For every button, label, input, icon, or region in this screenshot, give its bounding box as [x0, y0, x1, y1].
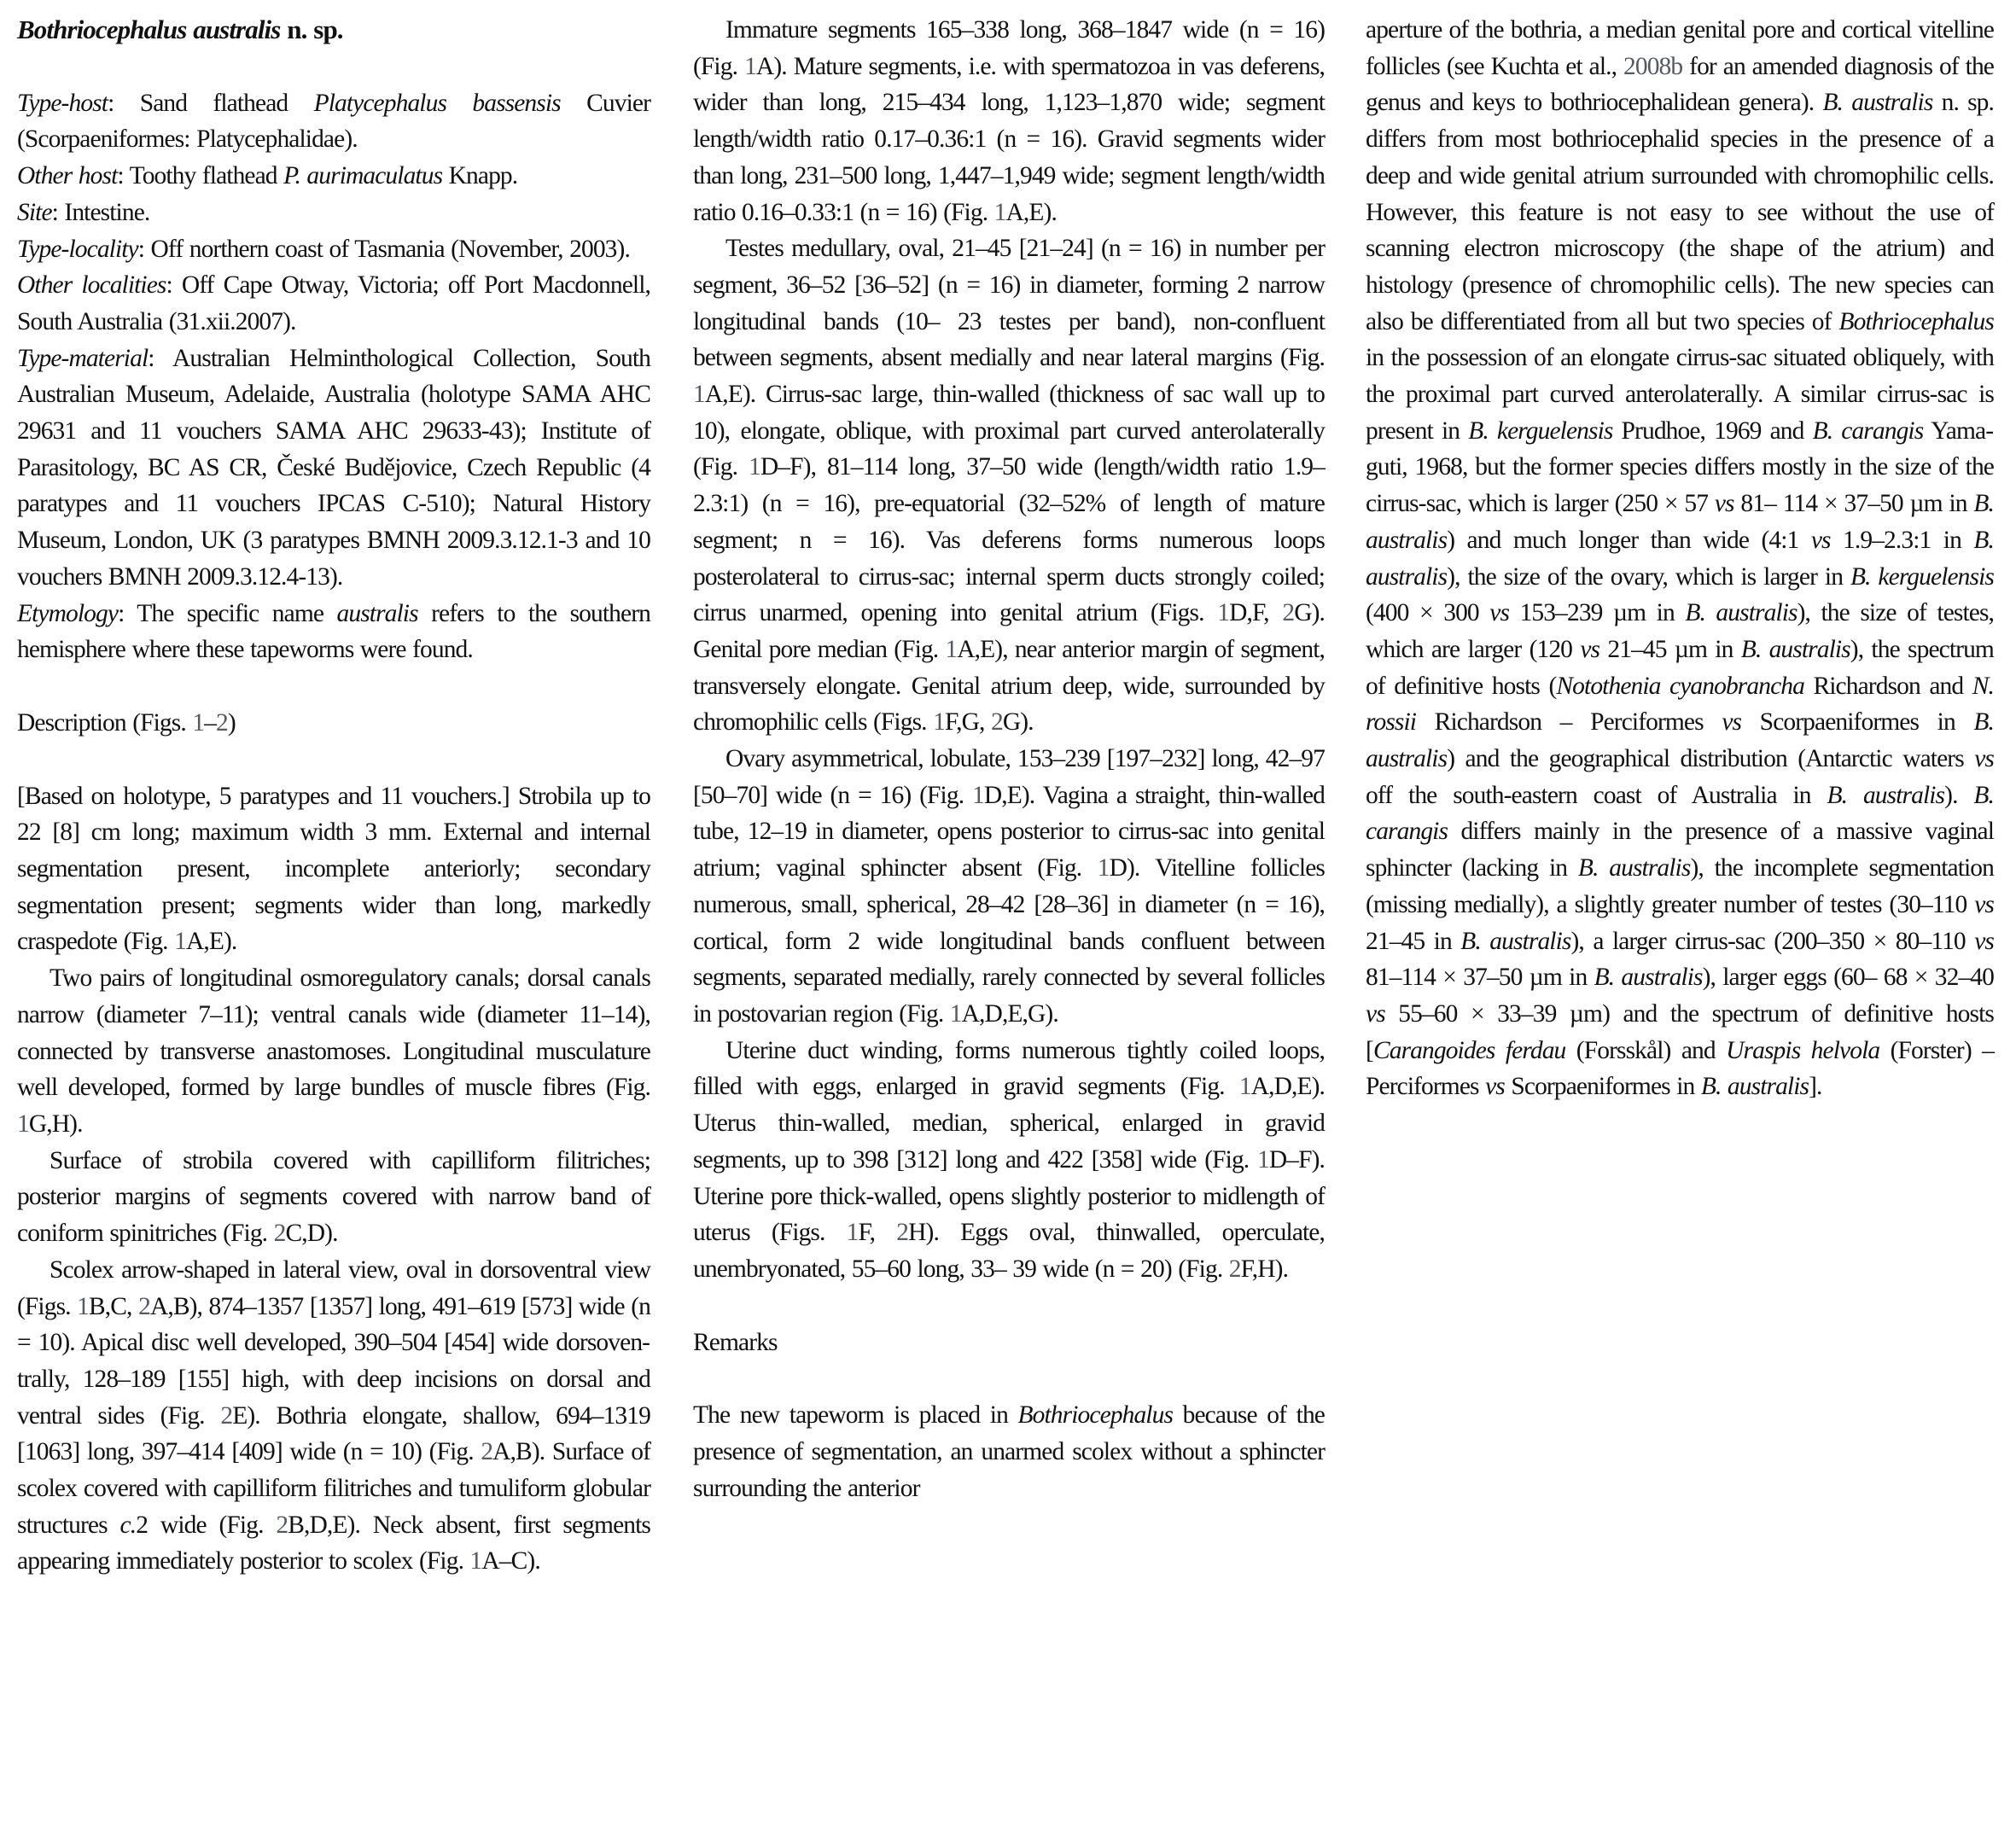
paragraph [17, 596, 650, 668]
reference-link[interactable]: 1 [174, 928, 186, 956]
italic-text: B. australis [1460, 927, 1571, 955]
italic-text: B. australis [1594, 964, 1703, 992]
paragraph [17, 1143, 650, 1252]
paragraph [17, 778, 650, 961]
text-run: [Based on holotype, 5 paratypes and 11 vouchers.] Strobila up to 22 [8] cm long; maximum width 3 mm. External and internal segmentation present, incomplete anteriorly; secondary segmentation present; segments wider than long, markedly craspedote (Fig. [17, 782, 650, 956]
reference-link[interactable]: 1 [1097, 854, 1110, 882]
italic-text: B. australis [1700, 1073, 1809, 1101]
text-run: C,D). [285, 1220, 338, 1248]
text-run: ) [227, 708, 236, 737]
text-run: 1.9–2.3:1 in [1830, 526, 1974, 554]
text-run: Two pairs of longitudinal osmoregulatory canals; dorsal canals narrow (diameter 7–11); ventral canals wide (diameter 11–14), connected by transverse anastomoses. Longitudinal musculature well developed, formed by large bundles of muscle fibres (Fig. [17, 964, 650, 1102]
reference-link[interactable]: 1 [846, 1219, 859, 1247]
italic-text: vs [1974, 745, 1994, 773]
italic-text: B. carangis [1366, 781, 1995, 846]
reference-link[interactable]: 1 [972, 781, 984, 809]
italic-text: vs [1366, 999, 1385, 1028]
species-title [17, 12, 650, 49]
paragraph [693, 12, 1325, 230]
text-run: Scorpaeniformes in [1741, 708, 1974, 737]
italic-text: vs [1489, 599, 1510, 627]
reference-link[interactable]: 2 [216, 708, 228, 737]
text-run: Knapp. [442, 162, 518, 190]
reference-link[interactable]: 1 [1238, 1073, 1251, 1101]
italic-text: B. australis [1827, 781, 1945, 809]
text-run: Description (Figs. [17, 708, 193, 737]
reference-link[interactable]: 1 [945, 635, 958, 663]
text-run: Prudhoe, 1969 and [1612, 416, 1813, 445]
text-run: because of the presence of segmentation, an unarmed scolex without a sphincter surrounding the anterior [693, 1401, 1325, 1502]
text-run: ), the incomplete segmentation (missing medially), a slightly greater number of testes (30–110 [1366, 854, 1994, 918]
paragraph [1366, 12, 1994, 1105]
text-run: Richardson – Perciformes [1416, 708, 1722, 737]
text-run: A). Mature segments, i.e. with spermatozoa in vas deferens, wider than long, 215–434 long, 1,123–1,870 wide; segment length/width ratio 0.17–0.36:1 (n = 16). Gravid segments wider than long, 231–500 long, 1,447–1,949 wide; segment length/width ratio 0.16–0.33:1 (n = 16) (Fig. [693, 52, 1325, 226]
text-run: 81– 114 × 37–50 µm in [1733, 490, 1974, 518]
text-run: B,C, [89, 1292, 139, 1320]
text-run: Scorpaeniformes in [1504, 1073, 1701, 1101]
text-run: 153–239 µm in [1509, 599, 1686, 627]
reference-link[interactable]: 2008b [1623, 52, 1683, 80]
text-run: G). Genital pore median (Fig. [693, 599, 1325, 663]
italic-text: vs [1974, 927, 1994, 955]
reference-link[interactable]: 2 [896, 1219, 909, 1247]
italic-text: B. carangis [1812, 416, 1924, 445]
reference-link[interactable]: 2 [1282, 599, 1295, 627]
paragraph [693, 1397, 1325, 1506]
paragraph [693, 741, 1325, 1033]
text-run: : The specific name [118, 599, 337, 627]
italic-text: B. australis [1577, 854, 1691, 882]
text-run: F, [858, 1219, 897, 1247]
text-run: ), the size of testes, which are larger (120 [1366, 599, 1995, 663]
italic-text: vs [1974, 890, 1994, 918]
text-run: B,D,E). Neck absent, first segments appearing immediately posterior to scolex (Fig. [17, 1511, 650, 1575]
column-middle [693, 12, 1325, 1506]
text-run: E). Bothria elongate, shallow, 694–1319 [1063] long, 397–414 [409] wide (n = 10) (Fig. [17, 1401, 650, 1466]
text-run: Scolex arrow-shaped in lateral view, oval in dorsoventral view (Figs. [17, 1255, 650, 1320]
text-run: A–C). [481, 1547, 540, 1575]
text-run: A,D,E,G). [961, 999, 1058, 1028]
text-run: ) and much longer than wide (4:1 [1447, 526, 1811, 554]
italic-text: vs [1580, 635, 1600, 663]
paragraph [17, 158, 650, 195]
italic-text: B. australis [1366, 526, 1994, 591]
column-right [1366, 12, 1994, 1105]
text-run: Uterine duct winding, forms numerous tightly coiled loops, filled with eggs, enlarged in gravid segments (Fig. [693, 1036, 1325, 1101]
reference-link[interactable]: 1 [17, 1110, 29, 1138]
reference-link[interactable]: 2 [273, 1220, 286, 1248]
text-run: D–F). Uterine pore thick-walled, opens slightly posterior to midlength of uterus (Figs. [693, 1145, 1325, 1247]
reference-link[interactable]: 1 [933, 708, 945, 737]
text-run: : Sand flathead [108, 89, 314, 117]
paragraph [17, 960, 650, 1143]
italic-text: Other host [17, 162, 118, 190]
reference-link[interactable]: 2 [1228, 1255, 1241, 1283]
text-run: H). Eggs oval, thinwalled, operculate, unembryonated, 55–60 long, 33– 39 wide (n = 20) (Fig. [693, 1219, 1325, 1283]
text-run: F,H). [1240, 1255, 1289, 1283]
text-run: A,E), near anterior margin of segment, transversely elongate. Genital atrium deep, wide, surrounded by chromophilic cells (Figs. [693, 635, 1325, 737]
reference-link[interactable]: 1 [693, 381, 705, 409]
italic-text: B. australis [1822, 89, 1933, 117]
reference-link[interactable]: 1 [1256, 1145, 1269, 1174]
text-run: for an amended diagnosis of the genus and keys to bothriocephalidean genera). [1366, 52, 1994, 117]
text-run: n. sp. differs from most bothriocephalid species in the presence of a deep and wide genital atrium surrounded with chromophilic cells. However, this feature is not easy to see without the use of scanning electron microscopy (the shape of the atrium) and histology (presence of chromophilic cells). The new species can also be differentiated from all but two species of [1366, 89, 1995, 335]
text-run: (Forster) – Perciformes [1366, 1036, 1994, 1101]
text-run: Testes medullary, oval, 21–45 [21–24] (n = 16) in number per segment, 36–52 [36–52] (n = 16) in diameter, forming 2 narrow longitudinal bands (10– 23 testes per band), non-confluent between segments, absent medially and near lateral margins (Fig. [693, 235, 1325, 372]
italic-text: Site [17, 198, 52, 226]
reference-link[interactable]: 2 [138, 1292, 150, 1320]
text-run: – [204, 708, 217, 737]
text-run: ). [1944, 781, 1974, 809]
reference-link[interactable]: 1 [949, 999, 962, 1028]
italic-text: B. australis [1740, 635, 1850, 663]
section-heading [693, 1325, 1325, 1361]
reference-link[interactable]: 2 [220, 1401, 233, 1430]
italic-text: vs [1810, 526, 1831, 554]
text-run: ]. [1809, 1073, 1822, 1101]
reference-link[interactable]: 1 [744, 52, 756, 80]
text-run: 55–60 × 33–39 µm) and the spectrum of definitive hosts [ [1366, 999, 1994, 1064]
italic-text: B. kerguelensis [1850, 562, 1994, 591]
text-run: Yamaguti, 1968, but the former species differs mostly in the size of the cirrus-sac, which is larger (250 × 57 [1366, 416, 1995, 518]
text-run: Surface of strobila covered with capilliform filitriches; posterior margins of segments covered with narrow band of coniform spinitriches (Fig. [17, 1146, 650, 1248]
italic-text: vs [1485, 1073, 1505, 1101]
text-run: : Toothy flathead [117, 162, 284, 190]
text-run: D,E). Vagina a straight, thin-walled tube, 12–19 in diameter, opens posterior to cirrus-sac into genital atrium; vaginal sphincter absent (Fig. [693, 781, 1325, 882]
reference-link[interactable]: 2 [990, 708, 1003, 737]
text-run: 81–114 × 37–50 µm in [1366, 964, 1594, 992]
text-run: Richardson and [1803, 672, 1972, 700]
italic-text: N. rossii [1366, 672, 1995, 737]
text-run: : Off northern coast of Tasmania (November, 2003). [137, 235, 630, 263]
italic-text: Type-locality [17, 235, 138, 263]
reference-link[interactable]: 1 [993, 198, 1006, 226]
italic-text: B. australis [1366, 490, 1994, 554]
text-run: (Forsskål) and [1565, 1036, 1727, 1064]
italic-text: Uraspis helvola [1726, 1036, 1880, 1064]
italic-text: Type-host [17, 89, 108, 117]
italic-text: Etymology [17, 599, 119, 627]
text-run: The new tapeworm is placed in [693, 1401, 1018, 1430]
bold-text: n. sp. [280, 15, 343, 44]
text-run: A,B). Surface of scolex covered with capilliform filitriches and tumuliform globular structures [17, 1438, 650, 1539]
reference-link[interactable]: 1 [749, 453, 760, 481]
text-run: A,B), 874–1357 [1357] long, 491–619 [573] wide (n = 10). Apical disc well developed, 390–504 [454] wide dorsoventrally, 128–189 [155] high, with deep incisions on dorsal and ventral sides (Fig. [17, 1292, 650, 1430]
text-run: 21–45 µm in [1599, 635, 1741, 663]
paragraph [17, 85, 650, 158]
reference-link[interactable]: 1 [469, 1547, 482, 1575]
paragraph [17, 267, 650, 340]
italic-text: Bothriocephalus [1838, 307, 1994, 335]
italic-text: Bothriocephalus [1017, 1401, 1174, 1430]
text-run: Remarks [693, 1328, 778, 1356]
italic-text: Notothenia cyanobrancha [1556, 672, 1804, 700]
italic-text: B. kerguelensis [1468, 416, 1613, 445]
text-run: D–F), 81–114 long, 37–50 wide (length/width ratio 1.9–2.3:1) (n = 16), pre-equatorial (32–52% of length of mature segment; n = 16). Vas deferens forms numerous loops posterolateral to cirrus-sac; internal sperm ducts strongly coiled; cirrus unarmed, opening into genital atrium (Figs. [693, 453, 1326, 627]
text-run: ), the spectrum of definitive hosts ( [1366, 635, 1994, 700]
text-run: ), the size of the ovary, which is larger in [1447, 562, 1850, 591]
paragraph [17, 195, 650, 231]
italic-text: vs [1722, 708, 1742, 737]
text-run: ), a larger cirrus-sac (200–350 × 80–110 [1570, 927, 1975, 955]
text-run: (400 × 300 [1366, 599, 1490, 627]
text-run: G,H). [28, 1110, 83, 1138]
reference-link[interactable]: 1 [1217, 599, 1230, 627]
text-run: 21–45 in [1366, 927, 1461, 955]
reference-link[interactable]: 2 [276, 1511, 288, 1539]
text-run: aperture of the bothria, a median genital pore and cortical vitelline follicles (see Kuchta et al., [1366, 16, 1994, 80]
text-run: Cuvier (Scorpaeniformes: Platycephalidae). [17, 89, 650, 154]
text-run: D). Vitelline follicles numerous, small, spherical, 28–42 [28–36] in diameter (n = 16), cortical, form 2 wide longitudinal bands confluent between segments, separated medially, rarely connected by several follicles in postovarian region (Fig. [693, 854, 1325, 1028]
text-run: : Australian Helminthological Collection, South Australian Museum, Adelaide, Australia (holotype SAMA AHC 29631 and 11 vouchers SAMA AHC 29633-43); Institute of Parasitology, BC AS CR, České Budějovice, Czech Republic (4 paratypes and 11 vouchers IPCAS C-510); Natural History Museum, London, UK (3 paratypes BMNH 2009.3.12.1-3 and 10 vouchers BMNH 2009.3.12.4-13). [17, 344, 650, 591]
italic-text: B. australis [1685, 599, 1798, 627]
italic-text: c. [119, 1511, 137, 1539]
italic-text: Bothriocephalus australis [17, 15, 281, 44]
italic-text: vs [1714, 490, 1734, 518]
text-run: A,E). [186, 928, 237, 956]
text-run: : Intestine. [51, 198, 150, 226]
text-run: : Off Cape Otway, Victoria; off Port Macdonnell, South Australia (31.xii.2007). [17, 271, 650, 335]
paragraph [693, 1033, 1325, 1288]
italic-text: Carangoides ferdau [1372, 1036, 1566, 1064]
column-left [17, 12, 650, 1580]
text-run: A,E). Cirrus-sac large, thin-walled (thickness of sac wall up to 10), elongate, oblique, with proximal part curved anterolaterally (Fig. [693, 381, 1325, 481]
text-run: A,D,E). Uterus thin-walled, median, spherical, enlarged in gravid segments, up to 398 [312] long and 422 [358] wide (Fig. [693, 1073, 1325, 1174]
paragraph [17, 231, 650, 268]
text-run: 2 wide (Fig. [136, 1511, 277, 1539]
text-run: G). [1002, 708, 1034, 737]
italic-text: australis [336, 599, 418, 627]
text-run: Immature segments 165–338 long, 368–1847 wide (n = 16) (Fig. [693, 16, 1325, 80]
text-run: ), larger eggs (60– 68 × 32–40 [1702, 964, 1994, 992]
paragraph [693, 230, 1325, 741]
text-run: A,E). [1005, 198, 1057, 226]
paragraph [17, 1252, 650, 1580]
italic-text: P. aurimaculatus [283, 162, 443, 190]
section-heading [17, 705, 650, 742]
text-run: refers to the southern hemisphere where these tapeworms were found. [17, 599, 650, 664]
italic-text: Type-material [17, 344, 149, 372]
text-run: Ovary asymmetrical, lobulate, 153–239 [197–232] long, 42–97 [50–70] wide (n = 16) (Fig. [693, 745, 1325, 809]
text-run: off the south-eastern coast of Australia in [1366, 781, 1827, 809]
italic-text: Platycephalus bassensis [313, 89, 561, 117]
reference-link[interactable]: 1 [192, 708, 205, 737]
paragraph [17, 341, 650, 596]
reference-link[interactable]: 1 [77, 1292, 90, 1320]
text-run: differs mainly in the presence of a massive vaginal sphincter (lacking in [1366, 818, 1994, 882]
text-run: D,F, [1229, 599, 1283, 627]
text-run: ) and the geographical distribution (Antarctic waters [1447, 745, 1975, 773]
text-run: in the possession of an elongate cirrus-sac situated obliquely, with the proximal part curved anterolaterally. A similar cirrus-sac is present in [1366, 344, 1994, 445]
reference-link[interactable]: 2 [481, 1438, 493, 1466]
text-run: F,G, [944, 708, 991, 737]
italic-text: Other localities [17, 271, 166, 300]
italic-text: B. australis [1366, 708, 1994, 773]
